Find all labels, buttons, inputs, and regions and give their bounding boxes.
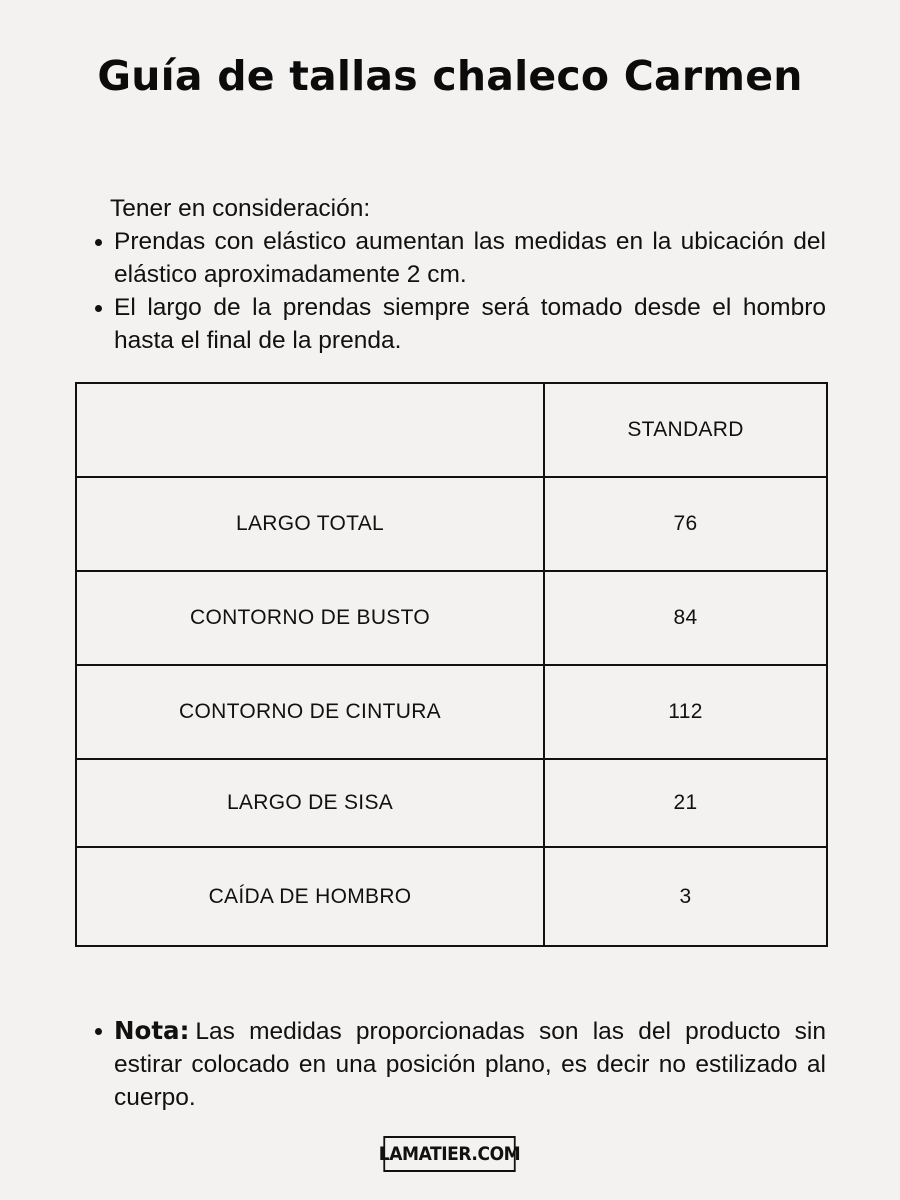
table-row: [76, 759, 827, 847]
note-list: [92, 1014, 826, 1114]
table-row: [76, 477, 827, 571]
considerations-section: [92, 192, 826, 357]
measure-label: CONTORNO DE CINTURA: [76, 665, 544, 759]
table-row: [76, 571, 827, 665]
note-text: Las medidas proporcionadas son las del producto sin estirar colocado en una posición plano, es decir no estilizado al cuerpo.: [114, 1018, 826, 1111]
measure-label: LARGO TOTAL: [76, 477, 544, 571]
consideration-item-elastic: Prendas con elástico aumentan las medidas en la ubicación del elástico aproximadamente 2 cm.: [92, 225, 826, 291]
header-size-standard: STANDARD: [544, 383, 827, 477]
measure-value: 76: [544, 477, 827, 571]
note-label: Nota:: [114, 1016, 190, 1045]
table-header-row: [76, 383, 827, 477]
measure-value: 112: [544, 665, 827, 759]
consideration-item-length: El largo de la prendas siempre será tomado desde el hombro hasta el final de la prenda.: [92, 291, 826, 357]
header-empty-cell: [76, 383, 544, 477]
measure-value: 3: [544, 847, 827, 946]
note-section: [92, 1014, 826, 1114]
measure-label: CAÍDA DE HOMBRO: [76, 847, 544, 946]
measure-value: 21: [544, 759, 827, 847]
considerations-list: [92, 225, 826, 357]
table-row: [76, 847, 827, 946]
note-item: [92, 1014, 826, 1114]
considerations-intro: Tener en consideración:: [110, 195, 371, 222]
measure-label: LARGO DE SISA: [76, 759, 544, 847]
brand-logo: LAMATIER.COM: [383, 1136, 515, 1172]
measure-value: 84: [544, 571, 827, 665]
page-title: Guía de tallas chaleco Carmen: [97, 52, 803, 100]
measure-label: CONTORNO DE BUSTO: [76, 571, 544, 665]
table-row: [76, 665, 827, 759]
size-table: [75, 382, 828, 947]
